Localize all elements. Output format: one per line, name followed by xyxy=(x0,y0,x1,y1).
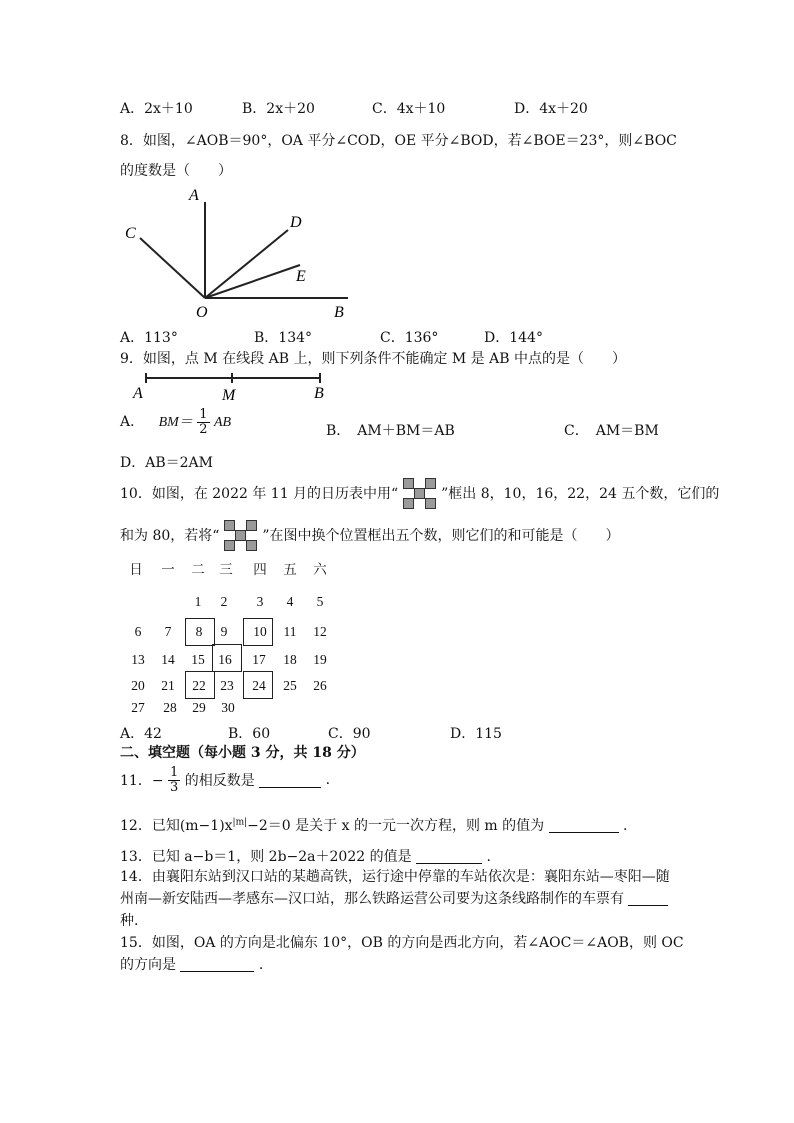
q9-option-a-prefix: A． xyxy=(120,414,145,431)
q15-end: . xyxy=(258,957,264,973)
q15-line2-text: 的方向是 xyxy=(120,957,176,973)
q7-option-a: A．2x＋10 xyxy=(120,101,193,117)
day-cell: 21 xyxy=(161,678,175,693)
q7-option-b: B．2x＋20 xyxy=(242,101,315,117)
q13 xyxy=(120,846,491,866)
q9-option-a-lhs: BM＝ xyxy=(158,415,193,431)
section-title: 二、填空题（每小题 3 分，共 18 分） xyxy=(120,745,365,761)
q8-stem-line2: 的度数是（ ） xyxy=(120,163,232,179)
day-cell: 17 xyxy=(252,652,266,667)
day-cell: 29 xyxy=(192,700,206,715)
weekday-cell: 二 xyxy=(191,562,205,577)
day-cell: 26 xyxy=(313,678,327,693)
q8-option-b: B．134° xyxy=(254,330,313,346)
q13-answer-blank[interactable] xyxy=(416,849,482,864)
day-cell: 27 xyxy=(131,700,145,715)
q11-den: 3 xyxy=(170,779,179,795)
q11-end: . xyxy=(325,772,331,789)
q11-prefix: 11．− xyxy=(120,773,164,790)
cross-stamp-icon xyxy=(224,520,258,550)
q9-option-c: C． AM＝BM xyxy=(564,423,659,439)
day-cell: 13 xyxy=(131,652,145,667)
weekday-cell: 六 xyxy=(313,562,327,577)
q7-option-d: D．4x＋20 xyxy=(514,101,588,117)
q12-exponent: |m| xyxy=(232,817,248,828)
calendar-frame-box-22 xyxy=(185,671,215,699)
q10-stem-line2-a: 和为 80，若将“ xyxy=(120,528,220,544)
weekday-cell: 五 xyxy=(283,562,297,577)
q14-answer-blank[interactable] xyxy=(628,891,668,906)
q8-stem-line1: 8．如图，∠AOB＝90°，OA 平分∠COD，OE 平分∠BOD，若∠BOE＝23°，则∠BOC xyxy=(120,133,677,149)
calendar-weekday-row xyxy=(122,558,352,584)
q12-answer-blank[interactable] xyxy=(549,818,619,833)
q10-option-d: D．115 xyxy=(450,726,502,742)
q8-angle-figure xyxy=(118,182,368,322)
q10-stem-line2 xyxy=(120,520,619,550)
day-cell: 22 xyxy=(192,678,206,693)
q7-option-c: C．4x＋10 xyxy=(372,101,446,117)
q10-stem-line1 xyxy=(120,478,719,508)
day-cell: 10 xyxy=(253,624,267,639)
q11-fraction xyxy=(168,766,180,794)
q15-answer-blank[interactable] xyxy=(180,957,254,972)
calendar-week-row xyxy=(122,594,352,620)
q8-label-d: D xyxy=(290,214,302,231)
q10-stem-line1-a: 10．如图，在 2022 年 11 月的日历表中用“ xyxy=(120,486,399,502)
q11 xyxy=(120,766,330,794)
q8-option-a: A．113° xyxy=(120,330,178,346)
day-cell: 12 xyxy=(313,624,327,639)
q9-label-b: B xyxy=(314,385,324,402)
q14-line2-text: 州南—新安陆西—孝感东—汉口站，那么铁路运营公司要为这条线路制作的车票有 xyxy=(120,891,624,907)
q13-end: . xyxy=(486,849,491,865)
weekday-cell: 四 xyxy=(253,562,267,577)
q13-text: 13．已知 a−b＝1，则 2b−2a＋2022 的值是 xyxy=(120,849,412,865)
q9-option-a xyxy=(120,408,231,436)
day-cell: 28 xyxy=(163,700,177,715)
q12-text: 12．已知(m−1)x xyxy=(120,818,233,834)
q9-option-d: D．AB＝2AM xyxy=(120,455,213,471)
q15-line2 xyxy=(120,954,263,974)
calendar-frame-box-24 xyxy=(243,671,273,699)
day-cell: 1 xyxy=(194,594,202,609)
q10-stem-line1-b: ”框出 8，10，16，22，24 五个数，它们的 xyxy=(441,486,720,502)
q9-option-a-fraction xyxy=(197,408,209,436)
day-cell: 7 xyxy=(164,624,172,639)
weekday-cell: 三 xyxy=(219,562,233,577)
q10-option-a: A．42 xyxy=(120,726,162,742)
day-cell: 6 xyxy=(134,624,142,639)
day-cell: 4 xyxy=(286,594,294,609)
day-cell: 23 xyxy=(220,678,234,693)
day-cell: 16 xyxy=(218,652,232,667)
weekday-cell: 一 xyxy=(161,562,175,577)
q14-line2 xyxy=(120,888,668,908)
q11-num: 1 xyxy=(170,765,179,780)
day-cell: 8 xyxy=(195,624,203,639)
day-cell: 9 xyxy=(220,624,228,639)
q8-label-o: O xyxy=(196,304,208,321)
q15-line1: 15．如图，OA 的方向是北偏东 10°，OB 的方向是西北方向，若∠AOC＝∠AOB，则 OC xyxy=(120,935,684,951)
day-cell: 14 xyxy=(161,652,175,667)
q10-option-b: B．60 xyxy=(228,726,271,742)
day-cell: 18 xyxy=(283,652,297,667)
day-cell: 20 xyxy=(131,678,145,693)
day-cell: 15 xyxy=(191,652,205,667)
q8-option-c: C．136° xyxy=(380,330,439,346)
weekday-cell: 日 xyxy=(129,562,143,577)
q14-line1: 14．由襄阳东站到汉口站的某趟高铁，运行途中停靠的车站依次是：襄阳东站—枣阳—随 xyxy=(120,869,670,885)
day-cell: 5 xyxy=(316,594,324,609)
q9-segment-figure xyxy=(128,368,338,402)
q9-option-a-num: 1 xyxy=(199,407,208,422)
q9-option-a-rhs: AB xyxy=(213,415,232,431)
q9-label-a: A xyxy=(133,385,143,402)
calendar-frame-box-16 xyxy=(212,644,242,672)
q12-rest: −2＝0 是关于 x 的一元一次方程，则 m 的值为 xyxy=(247,818,545,834)
q12 xyxy=(120,815,627,835)
calendar-frame-box-8 xyxy=(185,618,215,646)
q8-label-e: E xyxy=(296,268,306,285)
calendar-frame-box-10 xyxy=(243,618,273,646)
q9-option-a-den: 2 xyxy=(199,421,208,437)
day-cell: 30 xyxy=(221,700,235,715)
q9-option-b: B． AM＋BM＝AB xyxy=(326,423,455,439)
q8-label-b: B xyxy=(334,304,344,321)
day-cell: 25 xyxy=(283,678,297,693)
q10-calendar xyxy=(122,558,352,718)
q10-stem-line2-b: ”在图中换个位置框出五个数，则它们的和可能是（ ） xyxy=(262,528,620,544)
q12-end: . xyxy=(623,818,628,834)
q8-option-d: D．144° xyxy=(484,330,543,346)
day-cell: 11 xyxy=(283,624,297,639)
q11-suffix: 的相反数是 xyxy=(184,773,255,790)
q10-option-c: C．90 xyxy=(328,726,371,742)
q8-label-c: C xyxy=(125,225,136,242)
day-cell: 24 xyxy=(252,678,266,693)
q11-answer-blank[interactable] xyxy=(259,773,321,788)
q14-line3: 种. xyxy=(120,913,139,929)
cross-stamp-icon xyxy=(403,478,437,508)
day-cell: 19 xyxy=(313,652,327,667)
day-cell: 3 xyxy=(256,594,264,609)
q8-label-a: A xyxy=(189,187,199,204)
day-cell: 2 xyxy=(220,594,228,609)
q9-label-m: M xyxy=(222,387,236,402)
q9-stem: 9．如图，点 M 在线段 AB 上，则下列条件不能确定 M 是 AB 中点的是（ ） xyxy=(120,351,626,367)
